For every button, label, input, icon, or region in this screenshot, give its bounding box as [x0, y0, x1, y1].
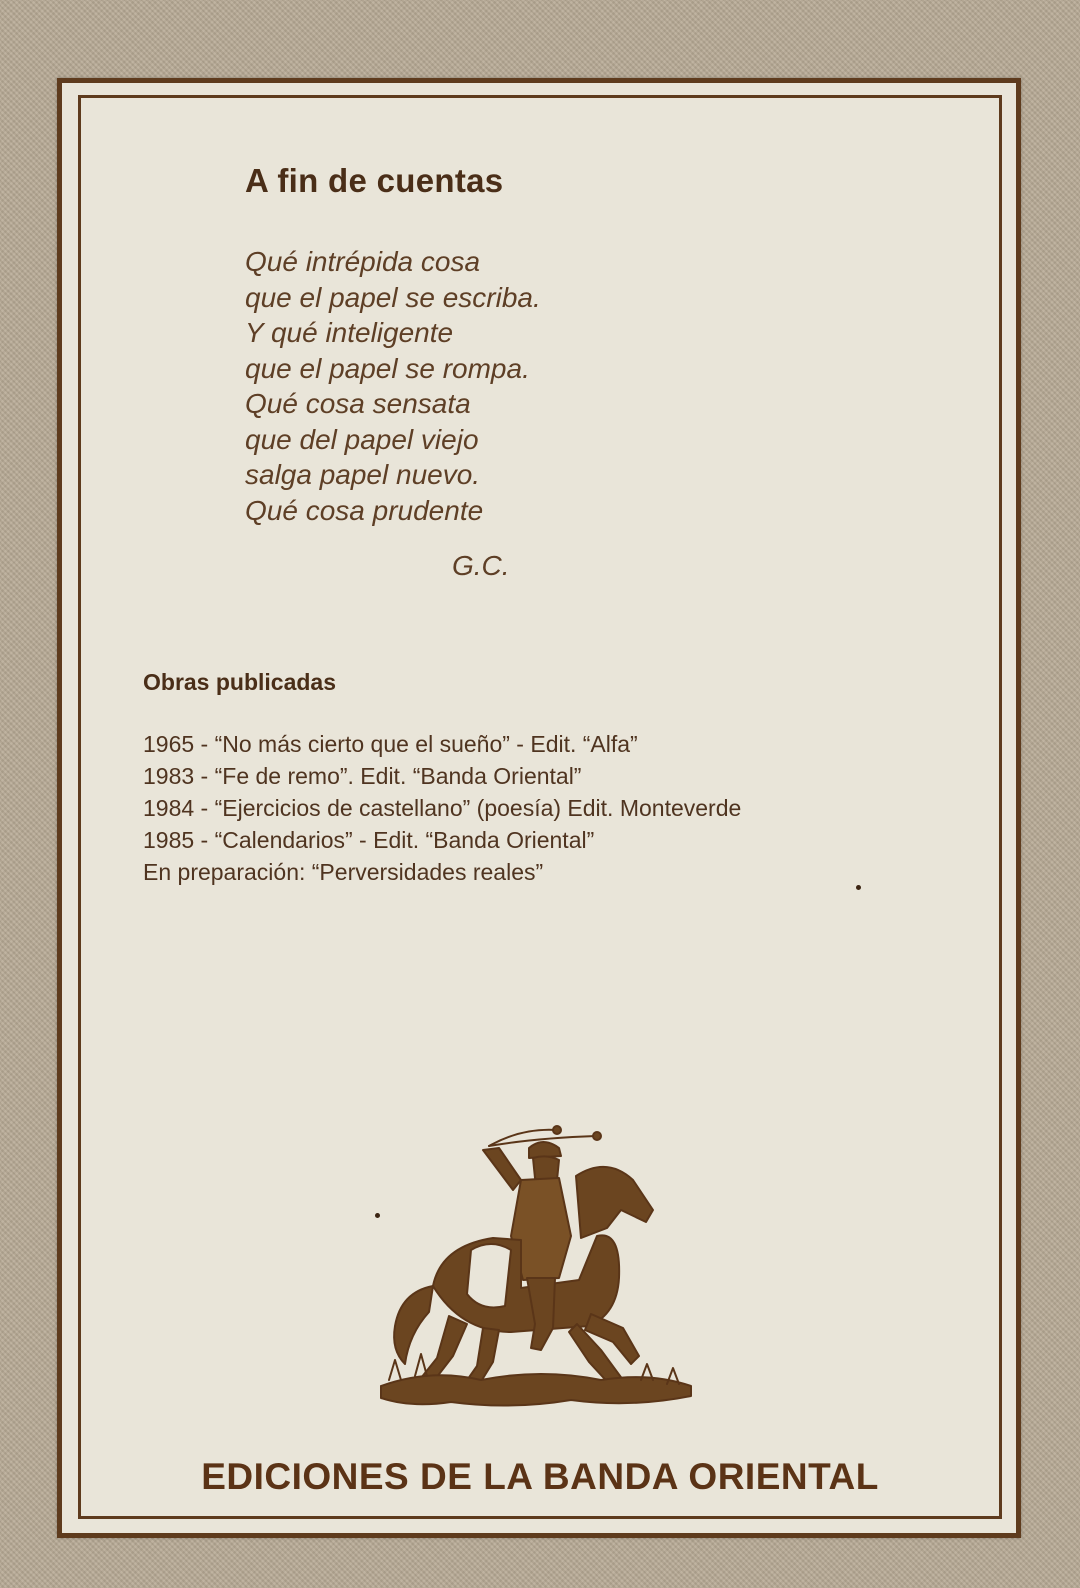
poem-line: Qué intrépida cosa — [245, 246, 481, 277]
inner-frame — [78, 95, 1002, 1519]
back-cover-card — [57, 78, 1021, 1538]
publisher-name: EDICIONES DE LA BANDA ORIENTAL — [201, 1456, 879, 1497]
poem-text — [245, 244, 541, 528]
poem-line: que del papel viejo — [245, 423, 479, 455]
gaucho-horse-rider-icon — [371, 1118, 711, 1418]
works-list — [143, 728, 741, 888]
poem-line: Y qué inteligente — [245, 317, 454, 348]
poem-line: que el papel se rompa. — [245, 352, 530, 384]
poem-line: Qué cosa sensata — [245, 388, 471, 419]
works-item: 1965 - “No más cierto que el sueño” - Edit. “Alfa” — [143, 731, 638, 757]
poem-signature: G.C. — [452, 550, 510, 581]
poem-line: salga papel nuevo. — [245, 459, 481, 490]
works-heading: Obras publicadas — [143, 669, 337, 695]
works-item: En preparación: “Perversidades reales” — [143, 859, 544, 885]
poem-line: que el papel se escriba. — [245, 281, 541, 313]
works-item: 1983 - “Fe de remo”. Edit. “Banda Oriental” — [143, 763, 582, 789]
works-item: 1984 - “Ejercicios de castellano” (poesía) Edit. Monteverde — [143, 795, 742, 821]
poem-line: Qué cosa prudente — [245, 494, 484, 526]
ink-speck — [856, 885, 861, 890]
poem-title: A fin de cuentas — [245, 162, 504, 199]
works-item: 1985 - “Calendarios” - Edit. “Banda Oriental” — [143, 827, 595, 853]
